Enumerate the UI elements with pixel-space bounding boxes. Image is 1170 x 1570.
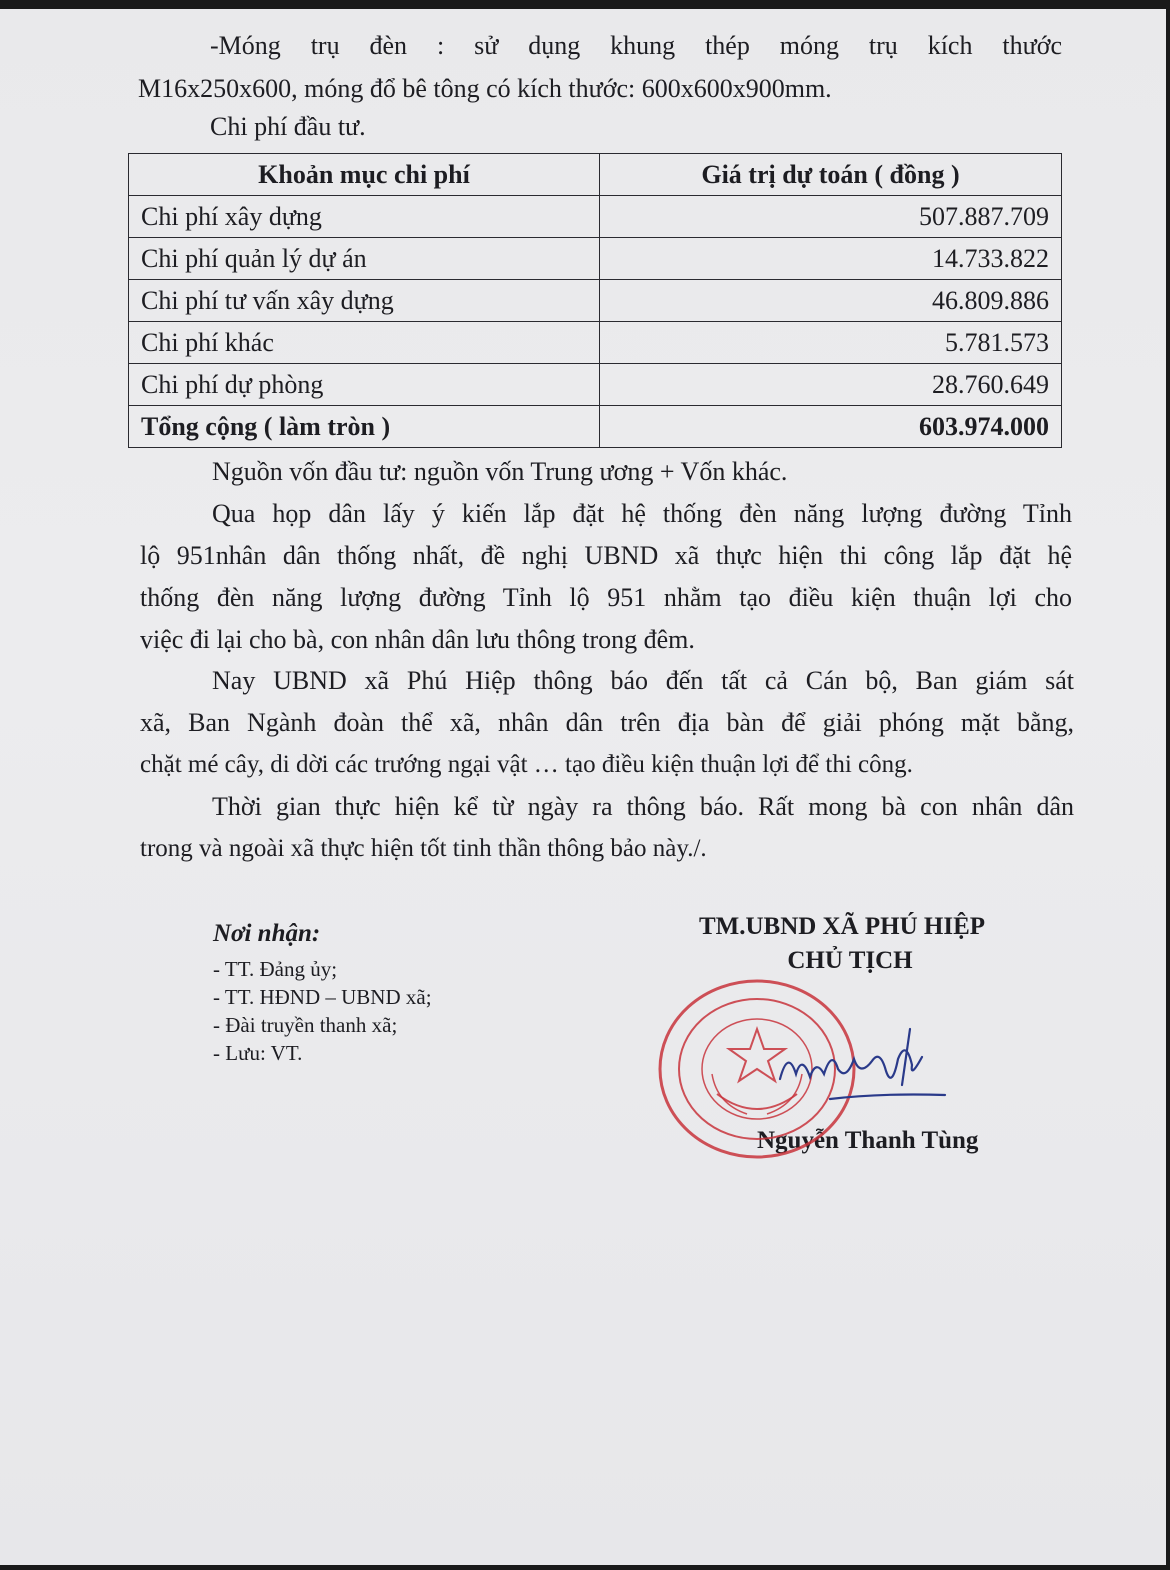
cost-item: Chi phí khác: [129, 322, 600, 364]
cost-value: 14.733.822: [600, 238, 1062, 280]
handwritten-signature-icon: [760, 1019, 950, 1109]
cost-total-value: 603.974.000: [600, 406, 1062, 448]
table-row: [129, 364, 1062, 406]
cost-table-header-item: Khoản mục chi phí: [129, 154, 600, 196]
paragraph-foundation-line1: -Móng trụ đèn : sử dụng khung thép móng trụ kích thước: [210, 31, 1062, 60]
table-row: [129, 322, 1062, 364]
paragraph-time-line1: Thời gian thực hiện kể từ ngày ra thông báo. Rất mong bà con nhân dân: [212, 792, 1074, 821]
cost-value: 5.781.573: [600, 322, 1062, 364]
signing-organization: TM.UBND XÃ PHÚ HIỆP: [698, 913, 986, 940]
cost-table: [128, 153, 1062, 448]
document-page: [0, 9, 1166, 1565]
cost-table-header-value: Giá trị dự toán ( đồng ): [600, 154, 1062, 196]
cost-total-label: Tổng cộng ( làm tròn ): [129, 406, 600, 448]
recipient-item: - Lưu: VT.: [213, 1041, 303, 1065]
recipient-item: - Đài truyền thanh xã;: [213, 1013, 398, 1037]
table-row-total: [129, 406, 1062, 448]
table-row: [129, 238, 1062, 280]
cost-value: 28.760.649: [600, 364, 1062, 406]
paragraph-consultation-line4: việc đi lại cho bà, con nhân dân lưu thông trong đêm.: [140, 625, 695, 654]
recipient-item: - TT. Đảng ủy;: [213, 957, 338, 981]
table-row: [129, 196, 1062, 238]
cost-item: Chi phí tư vấn xây dựng: [129, 280, 600, 322]
signature-block: [660, 912, 1080, 1154]
paragraph-consultation-line3: thống đèn năng lượng đường Tỉnh lộ 951 nhằm tạo điều kiện thuận lợi cho: [140, 583, 1072, 612]
paragraph-time-line2: trong và ngoài xã thực hiện tốt tinh thần thông bảo này./.: [140, 835, 707, 862]
recipients-title: Nơi nhận:: [213, 920, 321, 947]
recipient-item: - TT. HĐND – UBND xã;: [213, 985, 432, 1009]
funding-source: Nguồn vốn đầu tư: nguồn vốn Trung ương + Vốn khác.: [212, 457, 788, 486]
table-row: [129, 280, 1062, 322]
cost-value: 46.809.886: [600, 280, 1062, 322]
cost-value: 507.887.709: [600, 196, 1062, 238]
paragraph-notice-line1: Nay UBND xã Phú Hiệp thông báo đến tất cả Cán bộ, Ban giám sát: [212, 666, 1074, 695]
cost-item: Chi phí xây dựng: [129, 196, 600, 238]
paragraph-foundation-line2: M16x250x600, móng đổ bê tông có kích thước: 600x600x900mm.: [138, 74, 832, 103]
paragraph-notice-line2: xã, Ban Ngành đoàn thể xã, nhân dân trên địa bàn để giải phóng mặt bằng,: [140, 708, 1074, 737]
recipients-block: [213, 919, 432, 1067]
cost-item: Chi phí quản lý dự án: [129, 238, 600, 280]
paragraph-consultation-line1: Qua họp dân lấy ý kiến lắp đặt hệ thống đèn năng lượng đường Tỉnh: [212, 499, 1072, 528]
cost-item: Chi phí dự phòng: [129, 364, 600, 406]
cost-intro: Chi phí đầu tư.: [210, 112, 366, 141]
paragraph-notice-line3: chặt mé cây, di dời các trướng ngại vật … tạo điều kiện thuận lợi để thi công.: [140, 751, 913, 778]
signer-role: CHỦ TỊCH: [787, 947, 913, 974]
cost-table-header-row: [129, 154, 1062, 196]
signer-name: Nguyễn Thanh Tùng: [757, 1127, 979, 1154]
paragraph-consultation-line2: lộ 951nhân dân thống nhất, đề nghị UBND xã thực hiện thi công lắp đặt hệ: [140, 541, 1072, 570]
